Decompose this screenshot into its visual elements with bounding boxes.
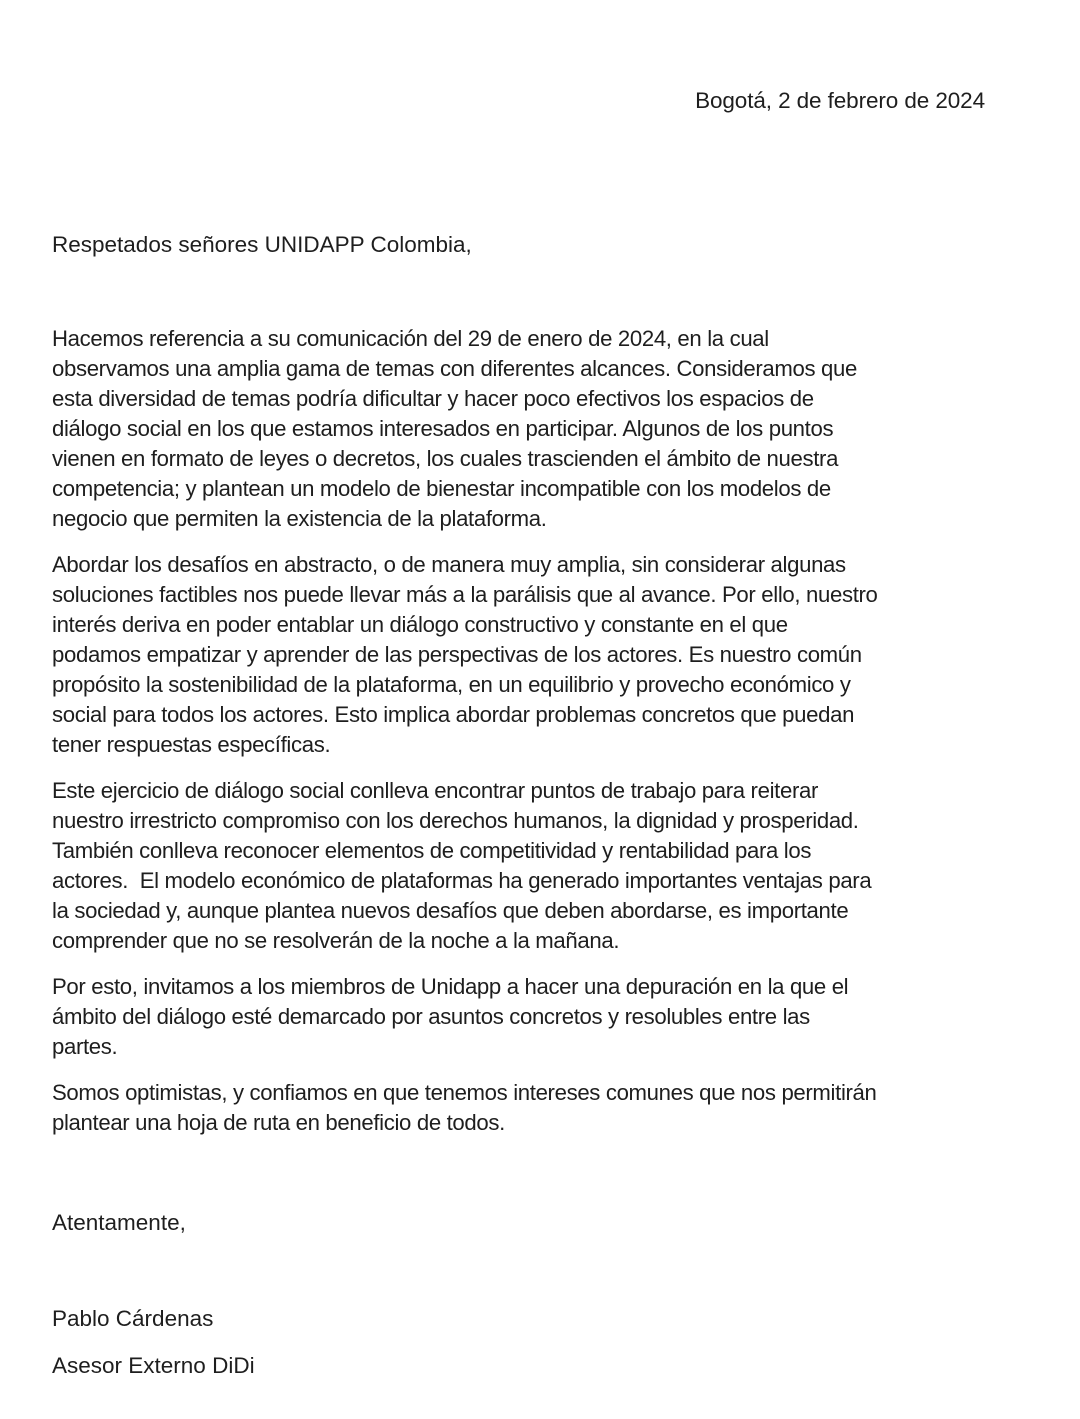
paragraph-5 xyxy=(52,1078,1027,1138)
text-line: plantear una hoja de ruta en beneficio de todos. xyxy=(52,1110,505,1135)
text-line: podamos empatizar y aprender de las perspectivas de los actores. Es nuestro común xyxy=(52,642,862,667)
paragraph-3 xyxy=(52,776,1027,956)
text-line: partes. xyxy=(52,1034,118,1059)
text-line: Somos optimistas, y confiamos en que tenemos intereses comunes que nos permitirán xyxy=(52,1080,877,1105)
paragraph-1 xyxy=(52,324,1027,534)
text-line: actores. El modelo económico de plataformas ha generado importantes ventajas para xyxy=(52,868,872,893)
text-line: la sociedad y, aunque plantea nuevos desafíos que deben abordarse, es importante xyxy=(52,898,849,923)
text-line: soluciones factibles nos puede llevar más a la parálisis que al avance. Por ello, nuestro xyxy=(52,582,878,607)
text-line: negocio que permiten la existencia de la plataforma. xyxy=(52,506,547,531)
text-line: Abordar los desafíos en abstracto, o de manera muy amplia, sin considerar algunas xyxy=(52,552,846,577)
signature-name: Pablo Cárdenas xyxy=(52,1306,214,1331)
text-line: Por esto, invitamos a los miembros de Unidapp a hacer una depuración en la que el xyxy=(52,974,849,999)
text-line: interés deriva en poder entablar un diálogo constructivo y constante en el que xyxy=(52,612,788,637)
text-line: ámbito del diálogo esté demarcado por asuntos concretos y resolubles entre las xyxy=(52,1004,810,1029)
text-line: tener respuestas específicas. xyxy=(52,732,331,757)
text-line: propósito la sostenibilidad de la plataforma, en un equilibrio y provecho económico y xyxy=(52,672,851,697)
signature-title: Asesor Externo DiDi xyxy=(52,1353,255,1378)
text-line: social para todos los actores. Esto implica abordar problemas concretos que puedan xyxy=(52,702,855,727)
text-line: diálogo social en los que estamos interesados en participar. Algunos de los puntos xyxy=(52,416,834,441)
text-line: esta diversidad de temas podría dificultar y hacer poco efectivos los espacios de xyxy=(52,386,814,411)
text-line: nuestro irrestricto compromiso con los derechos humanos, la dignidad y prosperidad. xyxy=(52,808,859,833)
text-line: Hacemos referencia a su comunicación del 29 de enero de 2024, en la cual xyxy=(52,326,769,351)
paragraph-2 xyxy=(52,550,1027,760)
paragraph-4 xyxy=(52,972,1027,1062)
letter-closing: Atentamente, xyxy=(52,1210,186,1235)
text-line: Este ejercicio de diálogo social conlleva encontrar puntos de trabajo para reiterar xyxy=(52,778,819,803)
text-line: vienen en formato de leyes o decretos, los cuales trascienden el ámbito de nuestra xyxy=(52,446,839,471)
text-line: observamos una amplia gama de temas con diferentes alcances. Consideramos que xyxy=(52,356,858,381)
text-line: comprender que no se resolverán de la noche a la mañana. xyxy=(52,928,620,953)
text-line: competencia; y plantean un modelo de bienestar incompatible con los modelos de xyxy=(52,476,831,501)
letter-body xyxy=(52,324,1042,1154)
text-line: También conlleva reconocer elementos de competitividad y rentabilidad para los xyxy=(52,838,812,863)
letter-date: Bogotá, 2 de febrero de 2024 xyxy=(695,88,985,113)
letter-salutation: Respetados señores UNIDAPP Colombia, xyxy=(52,232,472,257)
